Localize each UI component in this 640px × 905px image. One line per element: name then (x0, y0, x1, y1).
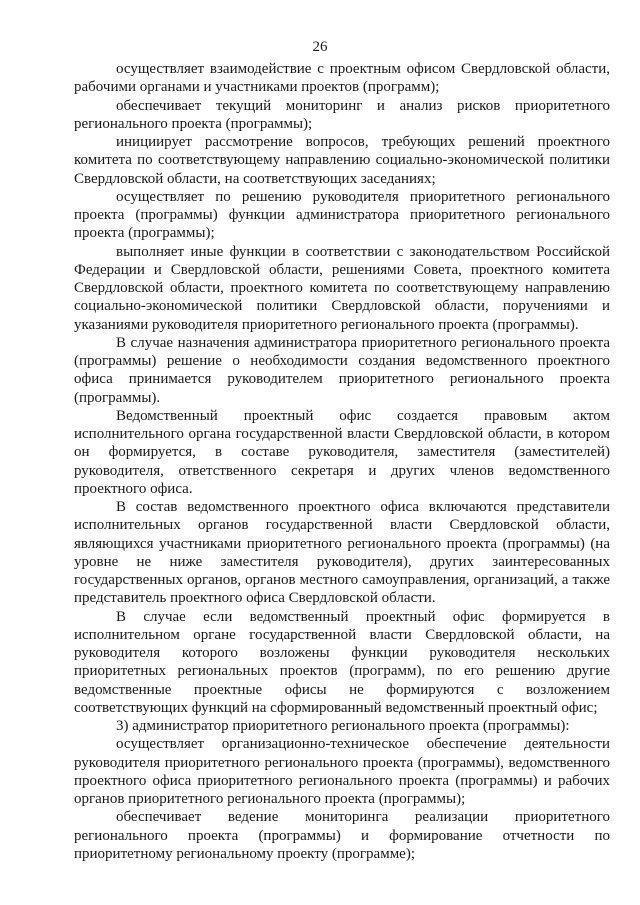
paragraph: В состав ведомственного проектного офиса включаются представители исполнительных органов государственной власти Свердловской области, являющихся участниками приоритетного регионального проекта (программы) (на уровне не ниже заместителя руководителя), других заинтересованных государственных органов, органов местного самоуправления, организаций, а также представитель проектного офиса Свердловской области. (74, 499, 610, 607)
paragraph: обеспечивает текущий мониторинг и анализ рисков приоритетного регионального проекта (программы); (74, 97, 610, 132)
paragraph: осуществляет организационно-техническое обеспечение деятельности руководителя приоритетного регионального проекта (программы), ведомственного проектного офиса приоритетного регионального проекта (программы) и рабочих органов приоритетного регионального проекта (программы); (74, 736, 610, 807)
page-number: 26 (312, 39, 328, 55)
paragraph: 3) администратор приоритетного регионального проекта (программы): (116, 718, 570, 734)
paragraph: В случае назначения администратора приоритетного регионального проекта (программы) решение о необходимости создания ведомственного проектного офиса принимается руководителем приоритетного регионального проекта (программы). (74, 334, 610, 406)
paragraph: обеспечивает ведение мониторинга реализации приоритетного регионального проекта (программы) и формирование отчетности по приоритетному региональному проекту (программе); (74, 809, 610, 862)
paragraph: осуществляет по решению руководителя приоритетного регионального проекта (программы) функции администратора приоритетного регионального проекта (программы); (74, 188, 610, 242)
paragraph: В случае если ведомственный проектный офис формируется в исполнительном органе государственной власти Свердловской области, на руководителя которого возложены функции руководителя нескольких приоритетных региональных проектов (программ), по его решению другие ведомственные проектные офисы не формируются с возложением соответствующих функций на сформированный ведомственный проектный офис; (74, 608, 610, 716)
paragraph: Ведомственный проектный офис создается правовым актом исполнительного органа государственной власти Свердловской области, в котором он формируется, в составе руководителя, заместителя (заместителей) руководителя, ответственного секретаря и других членов ведомственного проектного офиса. (74, 407, 610, 497)
paragraph: осуществляет взаимодействие с проектным офисом Свердловской области, рабочими органами и участниками проектов (программ); (74, 61, 610, 96)
paragraph: инициирует рассмотрение вопросов, требующих решений проектного комитета по соответствующему направлению социально-экономической политики Свердловской области, на соответствующих заседаниях; (74, 134, 610, 187)
paragraph: выполняет иные функции в соответствии с законодательством Российской Федерации и Свердловской области, решениями Совета, проектного комитета Свердловской области, проектного комитета по соответствующему направлению социально-экономической политики Свердловской области, поручениями и указаниями руководителя приоритетного регионального проекта (программы). (74, 243, 610, 333)
document-body (74, 60, 610, 863)
